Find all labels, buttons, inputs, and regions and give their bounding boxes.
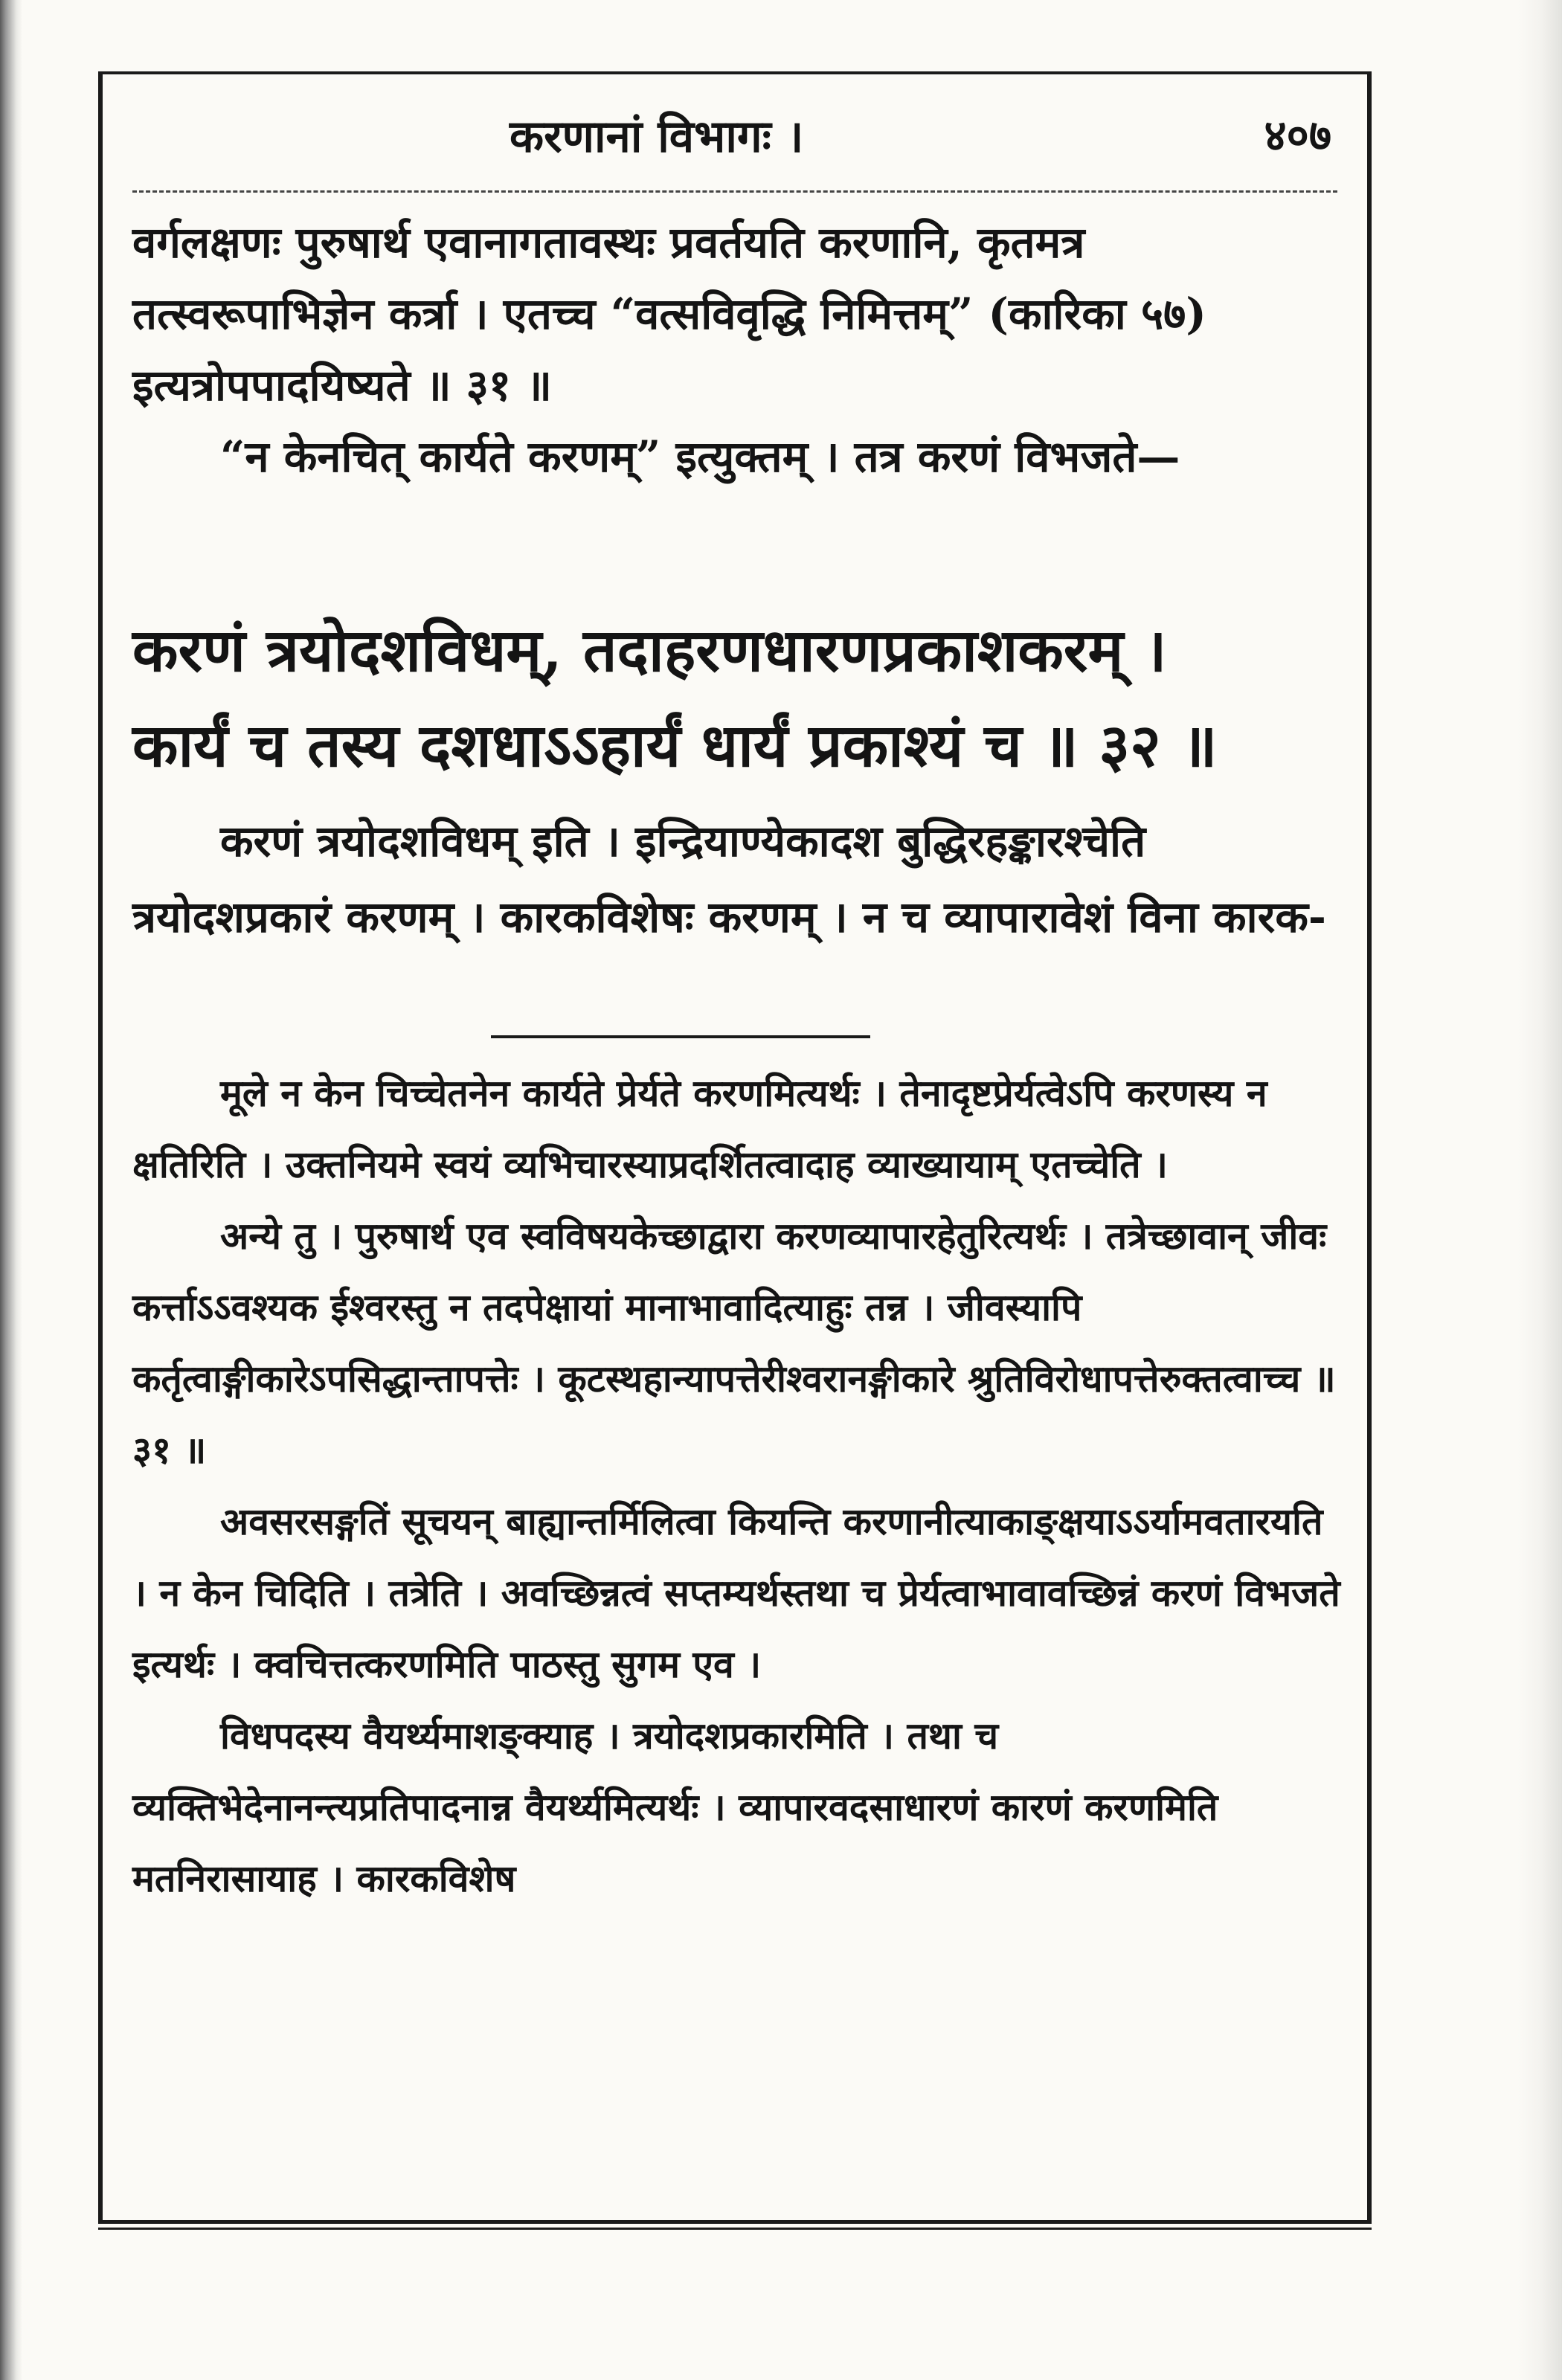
page-number: ४०७ bbox=[1264, 110, 1331, 161]
footnote-paragraph: अवसरसङ्गतिं सूचयन् बाह्यान्तर्मिलित्वा कियन्ति करणानीत्याकाङ्क्षयाऽऽर्यामवतारयति । न केन चिदिति । तत्रेति । अवच्छिन्नत्वं सप्तम्यर्थस्तथा च प्रेर्यत्वाभावावच्छिन्नं करणं विभजते इत्यर्थः । क्वचित्तत्करणमिति पाठस्तु सुगम एव । bbox=[132, 1499, 1340, 1686]
karika-line-1: करणं त्रयोदशविधम्, तदाहरणधारणप्रकाशकरम् । bbox=[132, 615, 1167, 685]
page-frame-bottom-rule bbox=[98, 2228, 1372, 2230]
header-rule bbox=[132, 190, 1337, 193]
commentary-top bbox=[132, 207, 1341, 492]
karika-line-2: कार्यं च तस्य दशधाऽऽहार्यं धार्यं प्रकाश्यं च ॥ ३२ ॥ bbox=[132, 710, 1218, 780]
footnote-paragraph: मूले न केन चिच्चेतनेन कार्यते प्रेर्यते करणमित्यर्थः । तेनादृष्टप्रेर्यत्वेऽपि करणस्य न क्षतिरिति । उक्तनियमे स्वयं व्यभिचारस्याप्रदर्शितत्वादाह व्याख्यायाम् एतच्चेति । bbox=[132, 1071, 1267, 1186]
karika-verse bbox=[132, 602, 1341, 793]
gloss-paragraph: करणं त्रयोदशविधम् इति । इन्द्रियाण्येकादश बुद्धिरहङ्कारश्चेति त्रयोदशप्रकारं करणम् । कारकविशेषः करणम् । न च व्यापारावेशं विना कारक- bbox=[132, 816, 1326, 942]
scan-edge-left bbox=[0, 0, 22, 2380]
running-title: करणानां विभागः । bbox=[510, 111, 804, 163]
footnote-separator bbox=[491, 1035, 870, 1038]
footnotes bbox=[132, 1058, 1341, 1914]
commentary-paragraph: वर्गलक्षणः पुरुषार्थ एवानागतावस्थः प्रवर्तयति करणानि, कृतमत्र तत्स्वरूपाभिज्ञेन कर्त्रा । एतच्च “वत्सविवृद्धि निमित्तम्” (कारिका ५७) इत्यत्रोपपादयिष्यते ॥ ३१ ॥ bbox=[132, 217, 1206, 411]
footnote-paragraph: विधपदस्य वैयर्थ्यमाशङ्क्याह । त्रयोदशप्रकारमिति । तथा च व्यक्तिभेदेनानन्त्यप्रतिपादनान्न वैयर्थ्यमित्यर्थः । व्यापारवदसाधारणं कारणं करणमिति मतनिरासायाह । कारकविशेष bbox=[132, 1714, 1218, 1900]
gloss bbox=[132, 803, 1341, 955]
footnote-paragraph: अन्ये तु । पुरुषार्थ एव स्वविषयकेच्छाद्वारा करणव्यापारहेतुरित्यर्थः । तत्रेच्छावान् जीवः कर्त्ताऽऽवश्यक ईश्वरस्तु न तदपेक्षायां मानाभावादित्याहुः तन्न । जीवस्यापि कर्तृत्वाङ्गीकारेऽपसिद्धान्तापत्तेः । कूटस्थहान्यापत्तेरीश्वरानङ्गीकारे श्रुतिविरोधापत्तेरुक्तत्वाच्च ॥ ३१ ॥ bbox=[132, 1214, 1336, 1472]
page-header bbox=[112, 104, 1350, 186]
scan-edge-right bbox=[1517, 0, 1562, 2380]
commentary-paragraph: “न केनचित् कार्यते करणम्” इत्युक्तम् । तत्र करणं विभजते— bbox=[220, 431, 1180, 482]
